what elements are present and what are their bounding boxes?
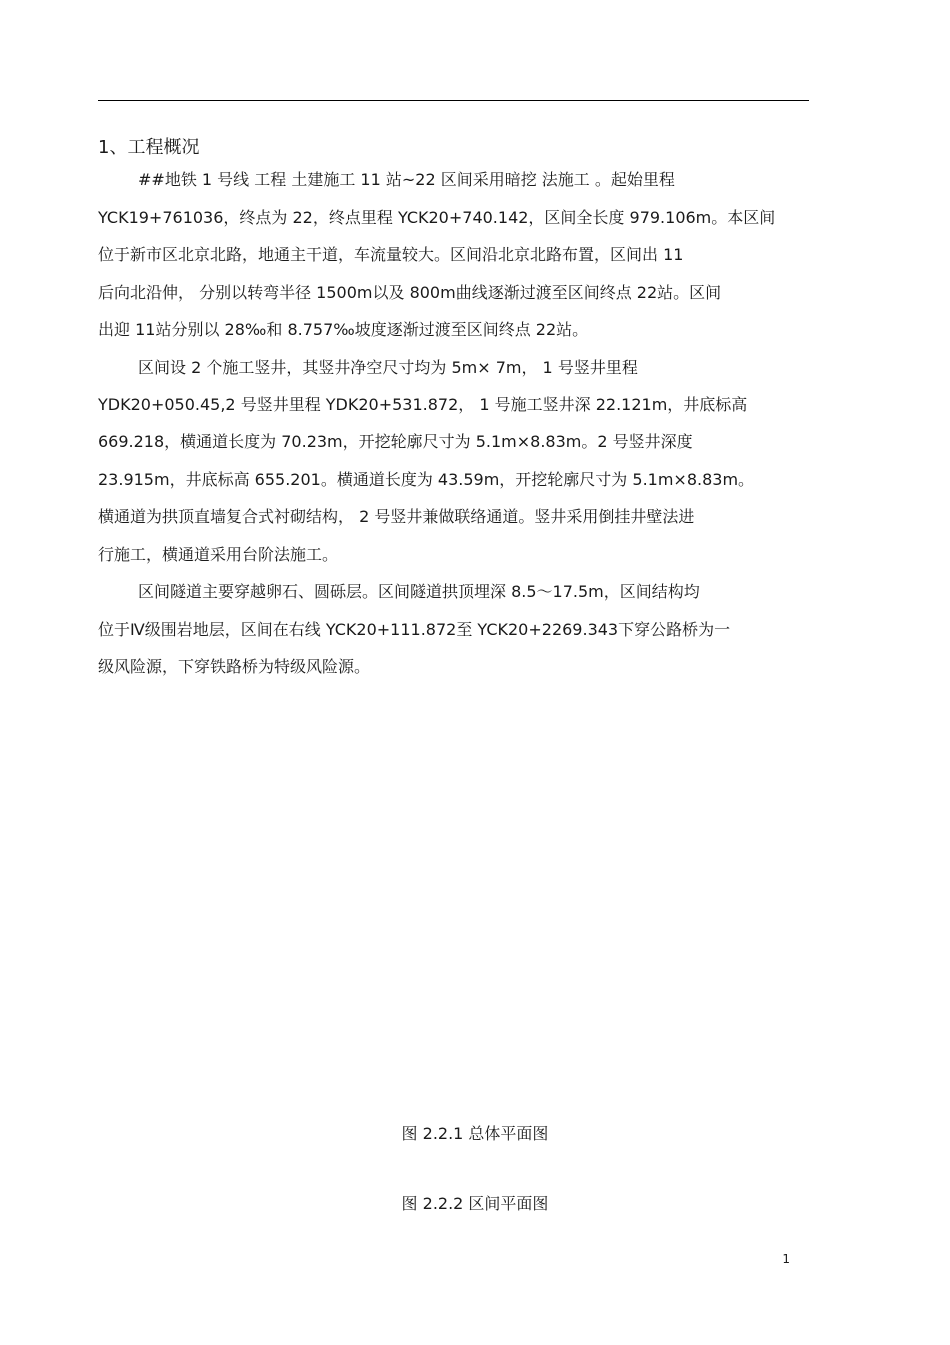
header-rule — [98, 100, 809, 101]
paragraph-line: 669.218，横通道长度为 70.23m，开挖轮廓尺寸为 5.1m×8.83m。2 号竖井深度 — [98, 432, 693, 451]
paragraph-line: YDK20+050.45,2 号竖井里程 YDK20+531.872， 1 号施工竖井深 22.121m，井底标高 — [98, 395, 748, 414]
paragraph-line: ##地铁 1 号线 工程 土建施工 11 站~22 区间采用暗挖 法施工 。起始里程 — [138, 170, 675, 189]
paragraph-line: 区间设 2 个施工竖井，其竖井净空尺寸均为 5m× 7m， 1 号竖井里程 — [138, 358, 638, 377]
paragraph-line: 行施工，横通道采用台阶法施工。 — [98, 545, 339, 564]
figure-caption: 图 2.2.2 区间平面图 — [401, 1194, 549, 1213]
paragraph-line: 23.915m，井底标高 655.201。横通道长度为 43.59m，开挖轮廓尺寸为 5.1m×8.83m。 — [98, 470, 755, 489]
figure-caption: 图 2.2.1 总体平面图 — [401, 1124, 549, 1143]
paragraph-line: 位于新市区北京北路，地通主干道，车流量较大。区间沿北京北路布置，区间出 11 — [98, 245, 684, 264]
paragraph-line: 级风险源，下穿铁路桥为特级风险源。 — [98, 657, 371, 676]
paragraph-line: 位于Ⅳ级围岩地层，区间在右线 YCK20+111.872至 YCK20+2269.343下穿公路桥为一 — [98, 620, 731, 639]
paragraph-line: YCK19+761036，终点为 22，终点里程 YCK20+740.142，区间全长度 979.106m。本区间 — [98, 208, 776, 227]
paragraph-line: 横通道为拱顶直墙复合式衬砌结构， 2 号竖井兼做联络通道。竖井采用倒挂井壁法进 — [98, 507, 695, 526]
section-heading: 1、工程概况 — [98, 137, 200, 158]
page-number: 1 — [782, 1252, 790, 1266]
paragraph-line: 出迎 11站分别以 28‰和 8.757‰坡度逐渐过渡至区间终点 22站。 — [98, 320, 589, 339]
paragraph-line: 区间隧道主要穿越卵石、圆砾层。区间隧道拱顶埋深 8.5～17.5m，区间结构均 — [138, 582, 700, 601]
paragraph-line: 后向北沿伸， 分别以转弯半径 1500m以及 800m曲线逐渐过渡至区间终点 22站。区间 — [98, 283, 722, 302]
